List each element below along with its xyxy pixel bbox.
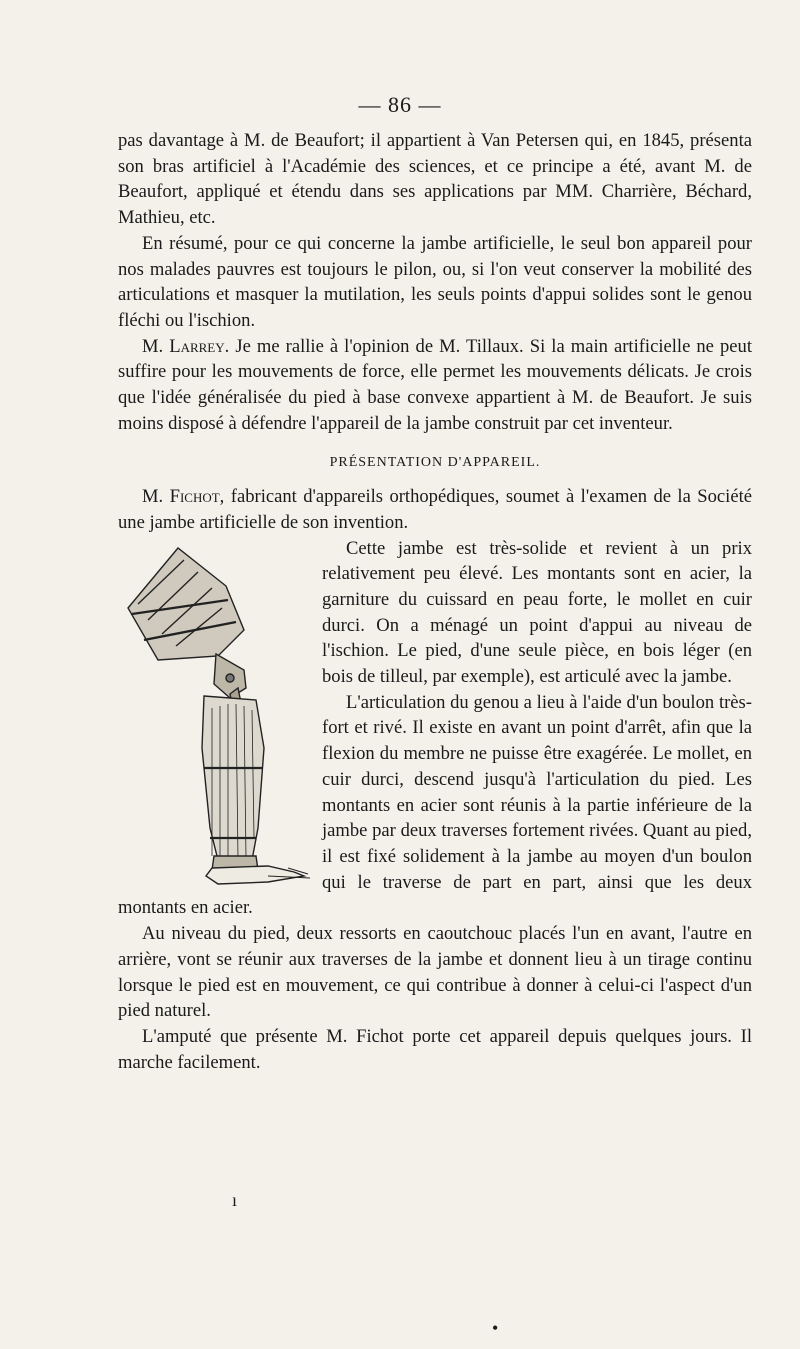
paragraph-8: L'amputé que présente M. Fichot porte cet appareil depuis quelques jours. Il marche facilement. bbox=[118, 1025, 752, 1073]
body-text bbox=[118, 128, 752, 1075]
paragraph-4-text: fabricant d'appareils orthopédiques, soumet à l'examen de la Société une jambe artificielle de son invention. bbox=[118, 486, 752, 533]
artificial-leg-drawing bbox=[118, 538, 314, 888]
paragraph-4 bbox=[118, 484, 752, 535]
paragraph-5 bbox=[118, 536, 752, 690]
paragraph-3-text: Je me rallie à l'opinion de M. Tillaux. Si la main artificielle ne peut suffire pour les mouvements de force, elle permet les mouvements délicats. Je crois que l'idée généralisée du pied à base convexe appartient à M. de Beaufort. Je suis moins disposé à défendre l'appareil de la jambe construit par cet inventeur. bbox=[118, 335, 752, 434]
paragraph-5-text: Cette jambe est très-solide et revient à un prix relativement peu élevé. Les montants sont en acier, la garniture du cuissard en peau forte, le mollet en cuir durci. On a ménagé un point d'appui au niveau de l'ischion. Le pied, d'une seule pièce, en bois léger (en bois de tilleul, par exemple), est articulé avec la jambe. bbox=[322, 537, 752, 688]
paragraph-1: pas davantage à M. de Beaufort; il appartient à Van Petersen qui, en 1845, présenta son bras artificiel à l'Académie des sciences, et ce principe a été, avant M. de Beaufort, appliqué et étendu dans ses applications par MM. Charrière, Béchard, Mathieu, etc. bbox=[118, 130, 752, 229]
section-heading: PRÉSENTATION D'APPAREIL. bbox=[329, 455, 541, 471]
paragraph-3 bbox=[118, 334, 752, 437]
paragraph-2: En résumé, pour ce qui concerne la jambe artificielle, le seul bon appareil pour nos malades pauvres est toujours le pilon, ou, si l'on veut conserver la mobilité des articulations et masquer la mutilation, les seuls points d'appui solides sont le genou fléchi ou l'ischion. bbox=[118, 232, 752, 331]
ink-speck: ı bbox=[232, 1190, 238, 1210]
paragraph-6: L'articulation du genou a lieu à l'aide d'un boulon très-fort et rivé. Il existe en avant un point d'arrêt, afin que la flexion du membre ne puisse être exagérée. Le mollet, en cuir durci, descend jusqu'à l'articulation du pied. Les montants en acier sont réunis à la partie inférieure de la jambe par deux traverses fortement rivées. Quant au pied, il est fixé solidement à la jambe au moyen d'un boulon qui le traverse de part en part, ainsi que les deux montants en acier. bbox=[118, 691, 752, 919]
paragraph-7: Au niveau du pied, deux ressorts en caoutchouc placés l'un en avant, l'autre en arrière, vont se réunir aux traverses de la jambe et donnent lieu à un tirage continu lorsque le pied est en mouvement, ce qui contribue à donner à celui-ci l'aspect d'un pied naturel. bbox=[118, 923, 752, 1022]
page-number: — 86 — bbox=[358, 92, 442, 117]
artificial-leg-illustration bbox=[118, 538, 314, 888]
ink-speck: • bbox=[492, 1318, 499, 1338]
speaker-fichot: M. Fichot, bbox=[142, 486, 225, 508]
speaker-larrey: M. Larrey. bbox=[142, 335, 230, 357]
